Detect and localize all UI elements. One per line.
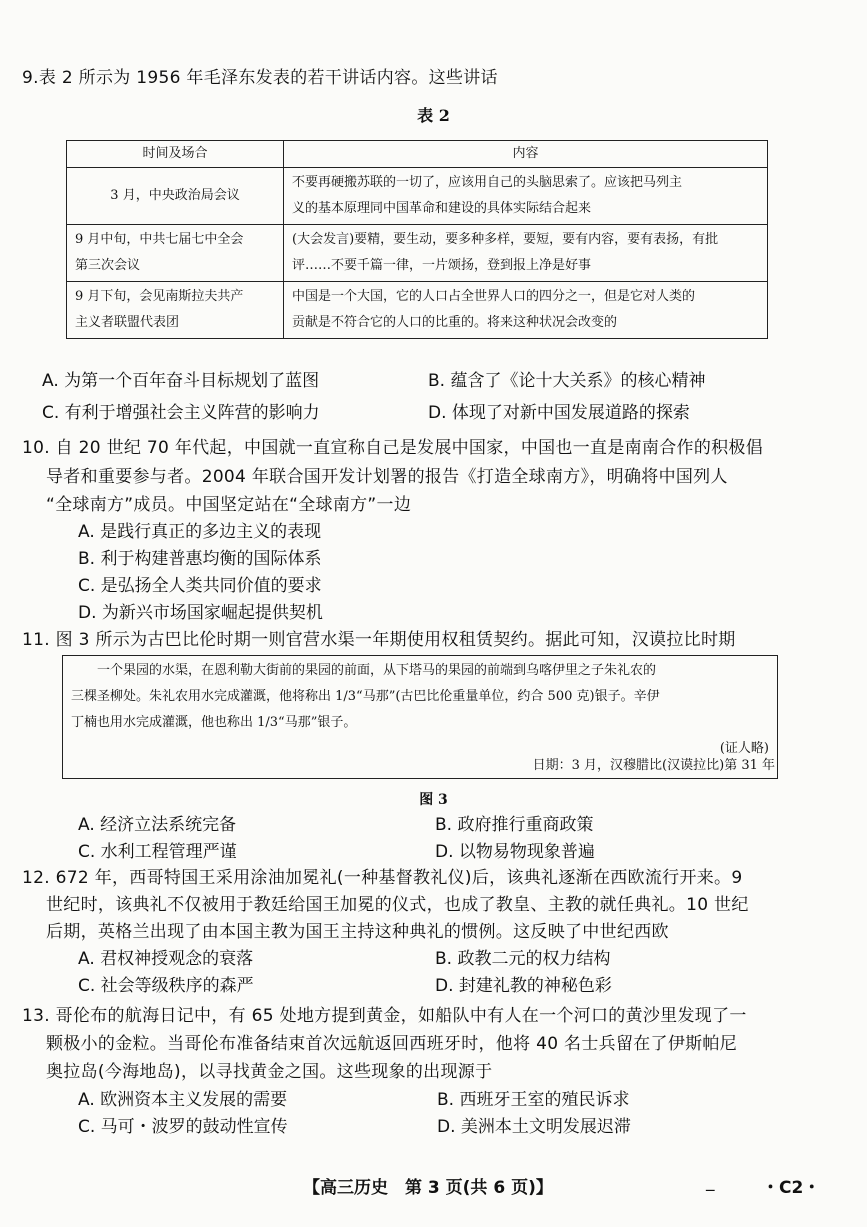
q12-option-a[interactable]: A. 君权神授观念的衰落 xyxy=(78,949,254,969)
q13-option-c[interactable]: C. 马可・波罗的鼓动性宣传 xyxy=(78,1117,288,1137)
q11-option-b[interactable]: B. 政府推行重商政策 xyxy=(435,815,594,835)
content-line: 贡献是不符合它的人口的比重的。将来这种状况会改变的 xyxy=(292,315,618,330)
q10-option-c[interactable]: C. 是弘扬全人类共同价值的要求 xyxy=(78,576,322,596)
time-line: 9 月下旬，会见南斯拉夫共产 xyxy=(75,289,244,304)
contract-line: 丁楠也用水完成灌溉，他也称出 1/3“马那”银子。 xyxy=(71,715,357,730)
q12-stem-line-3: 后期，英格兰出现了由本国主教为国王主持这种典礼的惯例。这反映了中世纪西欧 xyxy=(46,922,669,942)
table-header-row xyxy=(67,141,768,168)
footer-page-label: 【高三历史 第 3 页(共 6 页)】 xyxy=(303,1178,553,1198)
table-row xyxy=(67,168,768,225)
q10-option-d[interactable]: D. 为新兴市场国家崛起提供契机 xyxy=(78,603,323,623)
table-cell-content xyxy=(284,225,768,282)
table-row xyxy=(67,225,768,282)
content-line: 评……不要千篇一律，一片颂扬，登到报上净是好事 xyxy=(292,258,592,273)
q13-option-d[interactable]: D. 美洲本土文明发展迟滞 xyxy=(437,1117,631,1137)
q10-stem-line-3: “全球南方”成员。中国坚定站在“全球南方”一边 xyxy=(46,495,412,515)
content-line: 不要再硬搬苏联的一切了，应该用自己的头脑思索了。应该把马列主 xyxy=(292,175,683,190)
content-line: 义的基本原理同中国革命和建设的具体实际结合起来 xyxy=(292,201,592,216)
table-header-time: 时间及场合 xyxy=(67,141,284,168)
contract-date: 日期：3 月，汉穆腊比(汉谟拉比)第 31 年 xyxy=(532,758,775,773)
time-line: 9 月中旬，中共七届七中全会 xyxy=(75,232,244,247)
contract-line: 三棵圣柳处。朱礼农用水完成灌溉，他将称出 1/3“马那”(古巴比伦重量单位，约合 500 克)银子。辛伊 xyxy=(71,689,660,704)
figure-3-caption: 图 3 xyxy=(419,792,448,808)
table-cell-time xyxy=(67,168,284,225)
q11-stem: 11. 图 3 所示为古巴比伦时期一则官营水渠一年期使用权租赁契约。据此可知，汉谟拉比时期 xyxy=(22,630,736,650)
q12-option-c[interactable]: C. 社会等级秩序的森严 xyxy=(78,976,254,996)
q9-option-d[interactable]: D. 体现了对新中国发展道路的探索 xyxy=(428,403,690,423)
time-line: 第三次会议 xyxy=(75,258,141,273)
q13-stem-line-3: 奥拉岛(今海地岛)，以寻找黄金之国。这些现象的出现源于 xyxy=(46,1062,493,1082)
q11-option-a[interactable]: A. 经济立法系统完备 xyxy=(78,815,237,835)
q10-stem-line-1: 10. 自 20 世纪 70 年代起，中国就一直宣称自己是发展中国家，中国也一直是南南合作的积极倡 xyxy=(22,438,764,458)
table-cell-time xyxy=(67,225,284,282)
table-cell-content xyxy=(284,168,768,225)
q9-option-a[interactable]: A. 为第一个百年奋斗目标规划了蓝图 xyxy=(42,371,320,391)
content-line: 中国是一个大国，它的人口占全世界人口的四分之一，但是它对人类的 xyxy=(292,289,696,304)
q9-option-b[interactable]: B. 蕴含了《论十大关系》的核心精神 xyxy=(428,371,706,391)
footer-code: ・C2・ xyxy=(762,1178,821,1198)
table-cell-content xyxy=(284,282,768,339)
time-text: 3 月，中央政治局会议 xyxy=(110,188,240,203)
q12-option-b[interactable]: B. 政教二元的权力结构 xyxy=(435,949,611,969)
q11-option-c[interactable]: C. 水利工程管理严谨 xyxy=(78,842,237,862)
footer-dash: _ xyxy=(706,1172,715,1192)
q9-option-c[interactable]: C. 有利于增强社会主义阵营的影响力 xyxy=(42,403,320,423)
table-cell-time xyxy=(67,282,284,339)
q13-stem-line-2: 颗极小的金粒。当哥伦布准备结束首次远航返回西班牙时，他将 40 名士兵留在了伊斯帕尼 xyxy=(46,1034,738,1054)
contract-witness: (证人略) xyxy=(719,741,769,756)
content-line: (大会发言)要精，要生动，要多种多样，要短，要有内容，要有表扬，有批 xyxy=(292,232,719,247)
contract-line: 一个果园的水渠，在恩利勒大街前的果园的前面，从下塔马的果园的前端到乌喀伊里之子朱礼农的 xyxy=(97,663,657,678)
q13-option-a[interactable]: A. 欧洲资本主义发展的需要 xyxy=(78,1090,288,1110)
table-header-content: 内容 xyxy=(284,141,768,168)
q12-stem-line-2: 世纪时，该典礼不仅被用于教廷给国王加冕的仪式，也成了教皇、主教的就任典礼。10 世纪 xyxy=(46,895,749,915)
q10-option-a[interactable]: A. 是践行真正的多边主义的表现 xyxy=(78,522,322,542)
q9-stem: 9.表 2 所示为 1956 年毛泽东发表的若干讲话内容。这些讲话 xyxy=(22,68,498,88)
q12-option-d[interactable]: D. 封建礼教的神秘色彩 xyxy=(435,976,612,996)
q10-stem-line-2: 导者和重要参与者。2004 年联合国开发计划署的报告《打造全球南方》，明确将中国列人 xyxy=(46,467,728,487)
table-2 xyxy=(66,140,768,339)
table-2-caption: 表 2 xyxy=(417,106,450,125)
q10-option-b[interactable]: B. 利于构建普惠均衡的国际体系 xyxy=(78,549,322,569)
table-row xyxy=(67,282,768,339)
q13-option-b[interactable]: B. 西班牙王室的殖民诉求 xyxy=(437,1090,630,1110)
q11-option-d[interactable]: D. 以物易物现象普遍 xyxy=(435,842,595,862)
q12-stem-line-1: 12. 672 年，西哥特国王采用涂油加冕礼(一种基督教礼仪)后，该典礼逐渐在西欧流行开来。9 xyxy=(22,868,743,888)
q13-stem-line-1: 13. 哥伦布的航海日记中，有 65 处地方提到黄金，如船队中有人在一个河口的黄沙里发现了一 xyxy=(22,1006,747,1026)
time-line: 主义者联盟代表团 xyxy=(75,315,180,330)
